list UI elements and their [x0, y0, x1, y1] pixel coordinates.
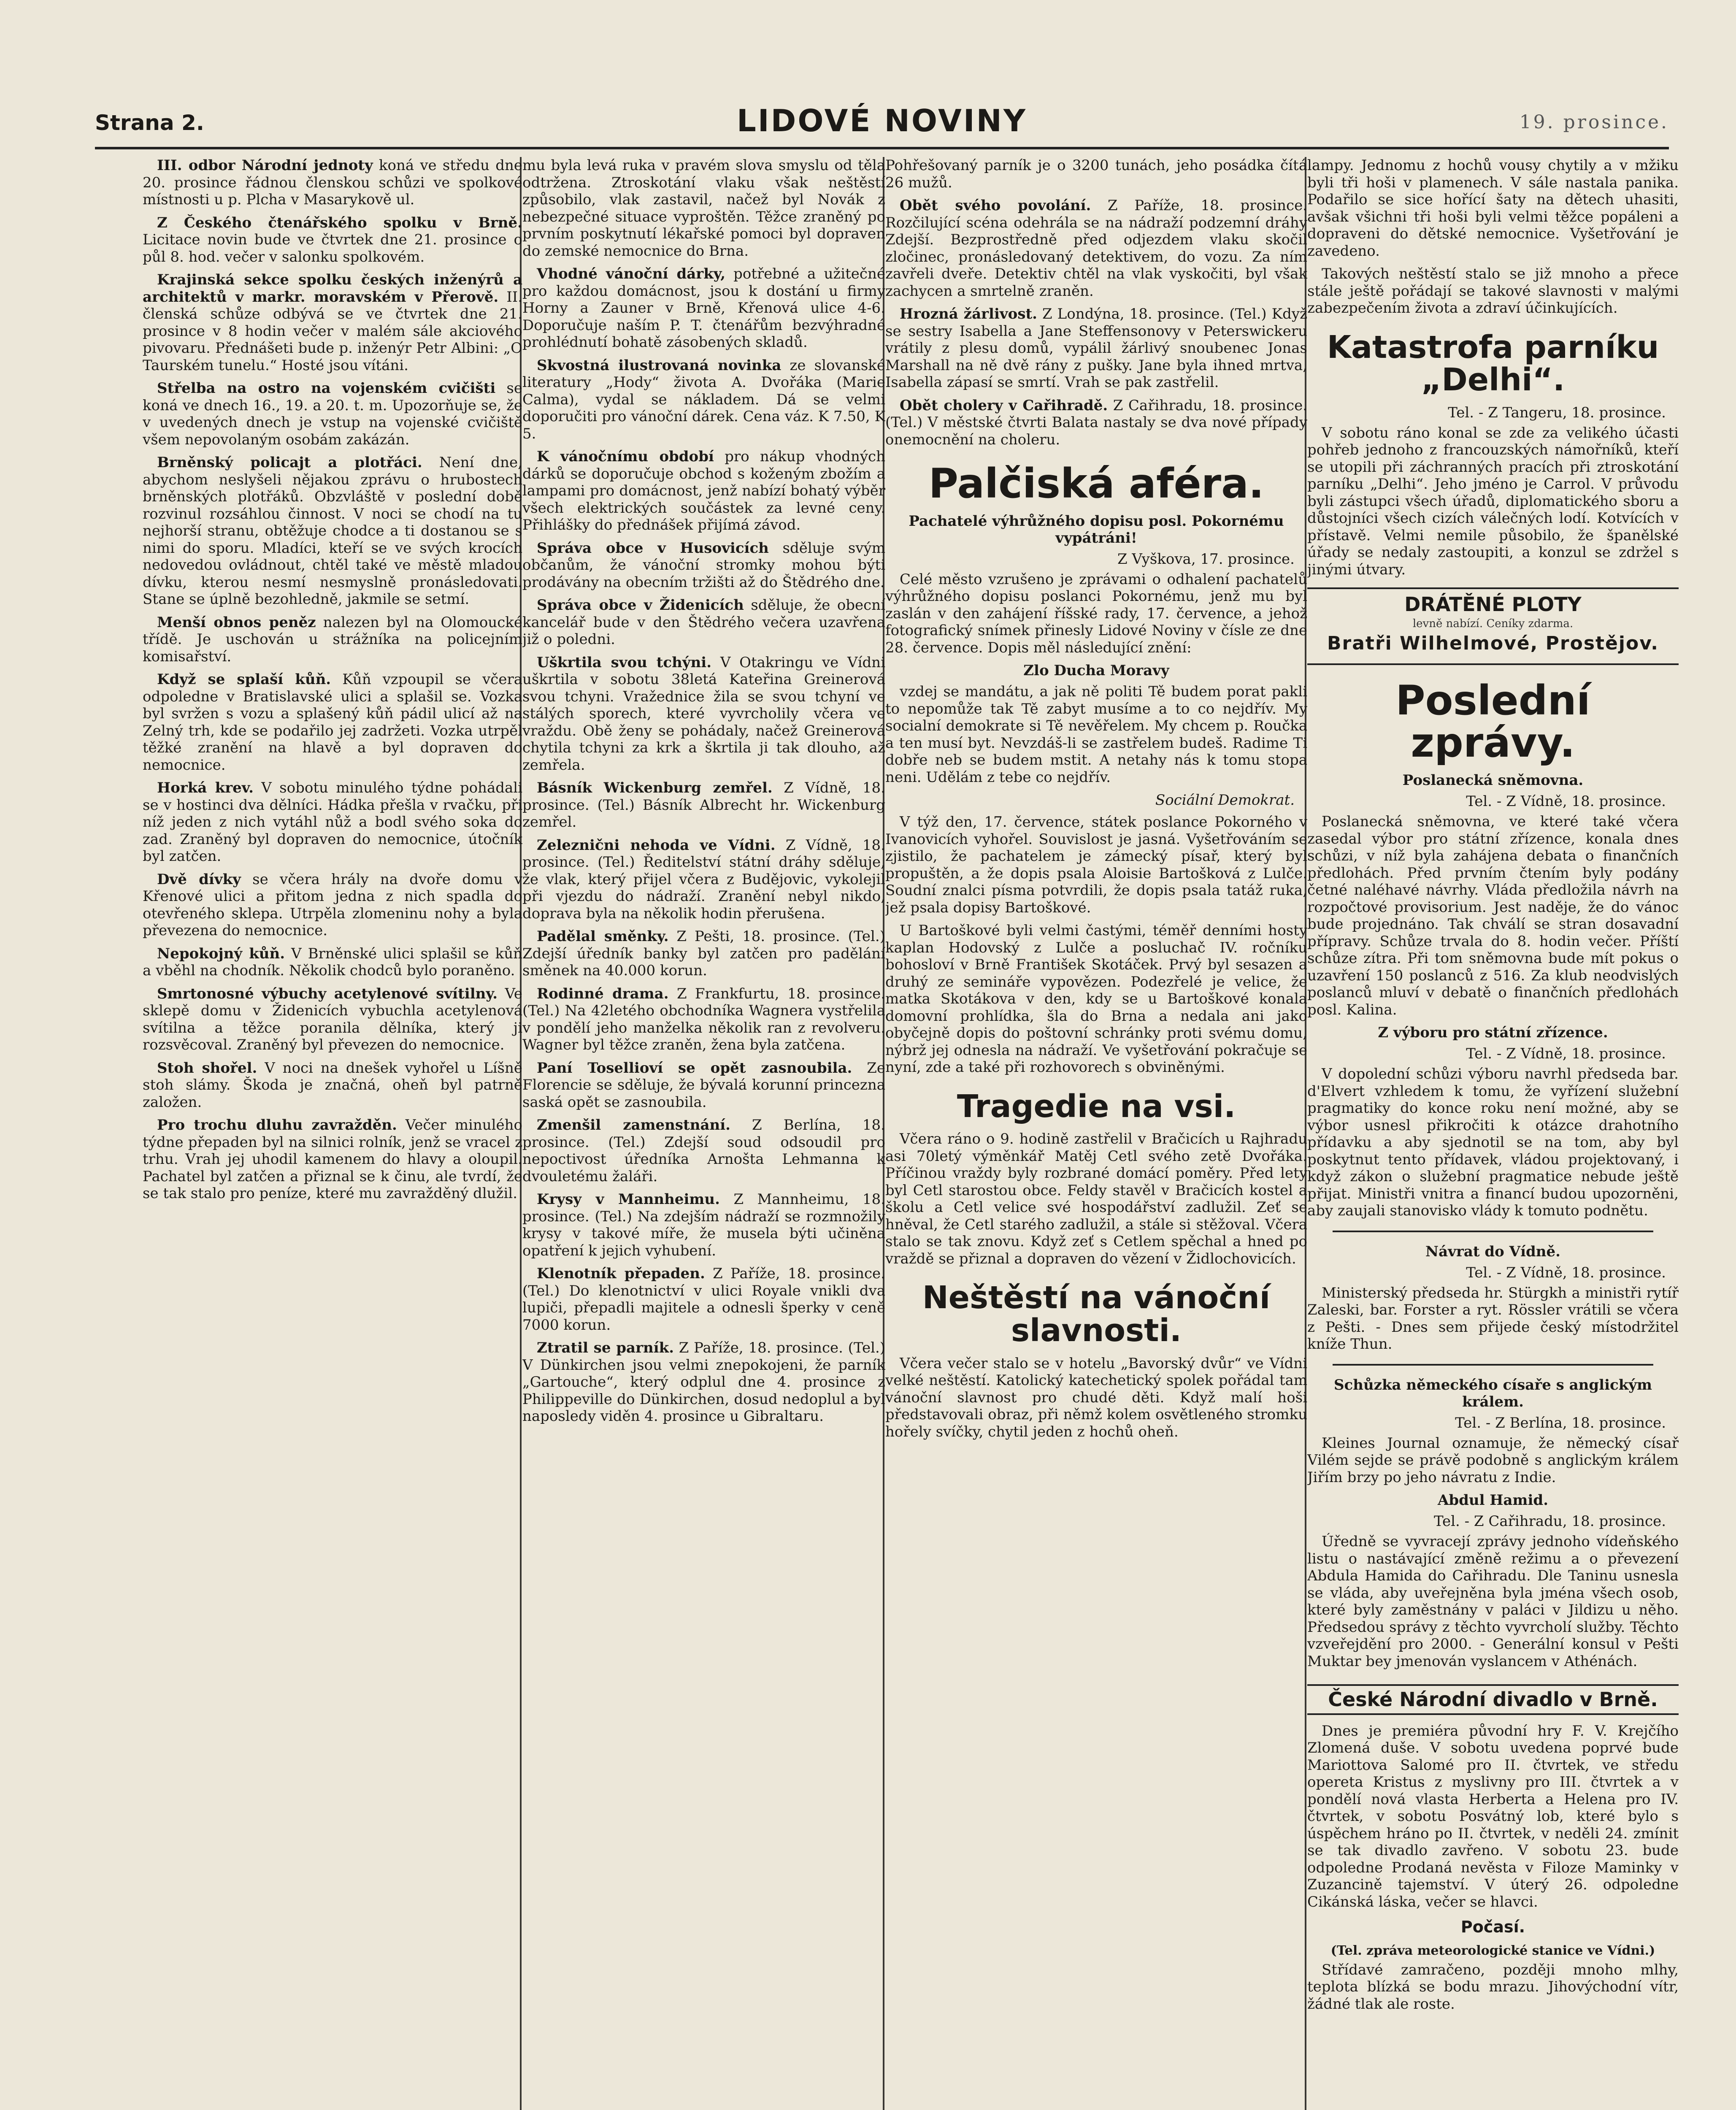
news-item [143, 271, 522, 374]
item-lead: Střelba na ostro na vojenském cvičišti [157, 380, 496, 397]
item-text: Z Berlína, 18. prosince. (Tel.) Zdejší soud odsoudil pro nepoctivost úředníka Arnošta Lehmanna k dvouletému žaláři. [522, 1117, 885, 1185]
ad-firm: Bratři Wilhelmové, Prostějov. [1327, 632, 1659, 654]
headline-palcice-affair: Palčiská aféra. [928, 460, 1264, 507]
article-text: Ministerský předseda hr. Stürgkh a ministři rytíř Zaleski, bar. Forster a ryt. Rössler vrátili se včera z Pešti. - Dnes sem přijede český místodržitel kníže Thun. [1307, 1284, 1679, 1353]
item-lead: Brněnský policajt a plotřáci. [157, 454, 422, 471]
item-lead: Hrozná žárlivost. [900, 306, 1038, 322]
article-text: U Bartoškové byli velmi častými, téměř denními hosty kaplan Hodovský z Lulče a posluchač IV. ročníku bohosloví v Brně František Skotáček. Prvý byl sesazen a druhý ze semináře vypovězen. Podezřelé je velice, že matka Skotákova v den, kdy se u Bartoškové konala domovní prohlídka, šla do Brna a nedala ani jako obyčejně dopis do poštovní schránky proti svému domu, nýbrž jej odnesla na nádraží. Ve vyšetřování pokračuje se nyní, zde a také při rozhovorech s obviněnými. [885, 922, 1307, 1076]
article-text: Včera večer stalo se v hotelu „Bavorský dvůr“ ve Vídni velké neštěstí. Katolický katechetický spolek pořádal tam vánoční slavnost pro chudé děti. Když malí hoši představovali obraz, při němž kolem osvětleného stromku hořely svíčky, chytil jeden z hochů oheň. [885, 1355, 1307, 1440]
news-item: mu byla levá ruka v pravém slova smyslu od těla odtržena. Ztroskotání vlaku však neštěstí způsobilo, vlak zastavil, načež byl Novák z nebezpečné situace vyproštěn. Těžce zraněný po prvním poskytnutí lékařské pomoci byl dopraven do zemské nemocnice do Brna. [522, 157, 885, 260]
news-item [143, 1060, 522, 1111]
article-text: Poslanecká sněmovna, ve které také včera zasedal výbor pro státní zřízence, konala dnes schůzi, v níž byla zahájena debata o finančních předlohách. Před prvním čtením byly podány četné naléhavé návrhy. Vláda předložila návrh na rozpočtové provisorium. Jest naděje, že do vánoc bude projednáno. Tak chválí se stran dosavadní přípravy. Schůze trvala do 8. hodin večer. Příští schůze zítra. Při tom sněmovna bude mít pokus o uzavření 150 poslanců z 516. Za klub neodvislých poslanců mluví v debatě o finančních předlohách posl. Kalina. [1307, 813, 1679, 1018]
headline-national-theatre: České Národní divadlo v Brně. [1307, 1684, 1679, 1715]
dateline: Tel. - Z Vídně, 18. prosince. [1466, 1045, 1666, 1063]
item-lead: Horká krev. [157, 779, 254, 796]
article-text: V dopolední schůzi výboru navrhl předseda bar. d'Elvert vzhledem k tomu, že vyřízení služební pragmatiky do konce roku není možné, aby se výbor usnesl přikročiti k otázce drahotního přídavku a aby sjednotil se na tom, aby byl poskytnut tento přídavek, vládou projektovaný, i když zákon o služební pragmatice nebude ještě přijat. Ministři vnitra a financí budou upozorněni, aby zaujali stanovisko vlády k tomuto podnětu. [1307, 1066, 1679, 1220]
headline-delhi-disaster: Katastrofa parníku „Delhi“. [1327, 329, 1659, 398]
item-text: Z Frankfurtu, 18. prosince. (Tel.) Na 42letého obchodníka Wagnera vystřelila v pondělí jeho manželka několik ran z revolveru. Wagner byl těžce zraněn, žena byla zatčena. [522, 985, 885, 1053]
letter-heading: Zlo Ducha Moravy [1023, 662, 1169, 679]
item-lead: Klenotník přepaden. [537, 1265, 705, 1282]
item-text: Večer minulého týdne přepaden byl na silnici rolník, jenž se vracel z trhu. Vrah jej uhodil kamenem do hlavy a oloupil. Pachatel byl zatčen a přiznal se k činu, ale tvrdí, že se tak stalo pro peníze, které mu zavražděný dlužil. [143, 1117, 522, 1202]
item-text: Z Paříže, 18. prosince. Rozčilující scéna odehrála se na nádraží podzemní dráhy Zdejší. Bezprostředně před odjezdem vlaku skočil zločinec, pronásledovaný detektivem, do vozu. Za ním zavřeli dveře. Detektiv chtěl na vlak vyskočiti, byl však zachycen a smrtelně zraněn. [885, 197, 1307, 300]
item-lead: Obět svého povolání. [900, 197, 1091, 214]
item-lead: Když se splaší kůň. [157, 671, 331, 688]
news-item [522, 654, 885, 774]
news-item [522, 837, 885, 922]
item-lead: Zmenšil zamenstnání. [537, 1117, 730, 1133]
item-lead: Smrtonosné výbuchy acetylenové svítilny. [157, 985, 498, 1002]
item-text: potřebné a užitečné pro každou domácnost, jsou k dostání u firmy Horny a Zauner v Brně, Křenová ulice 4-6. Doporučuje naším P. T. čtenářům bezvýhradné prohlédnutí bohatě zásobených skladů. [522, 265, 885, 351]
item-text: ze slovanské literatury „Hody“ života A. Dvořáka (Marie Calma), vydal se nákladem. Dá se velmi doporučiti pro vánoční dárek. Cena váz. K 7.50, K 5. [522, 357, 885, 442]
item-text: Z Vídně, 18. prosince. (Tel.) Básník Albrecht hr. Wickenburg zemřel. [522, 779, 885, 830]
item-lead: Krysy v Mannheimu. [537, 1191, 720, 1208]
dateline: Z Vyškova, 17. prosince. [1117, 550, 1295, 568]
article-text: Úředně se vyvracejí zprávy jednoho vídeňského listu o nastávající změně režimu a o převezení Abdula Hamida do Cařihradu. Dle Taninu usnesla se vláda, aby uveřejněna byla jména všech osob, které byly zaměstnány v paláci v Jildizu u něho. Předsedou správy z těchto vyvrcholí služby. Těchto vzveřejdění pro 2000. - Generální konsul v Pešti Muktar bey jmenován vyslancem v Athénách. [1307, 1533, 1679, 1670]
news-item [143, 157, 522, 208]
item-text: nalezen byl na Olomoucké třídě. Je uschován u strážníka na policejním komisařství. [143, 614, 522, 665]
headline-latest-news: Poslední zprávy. [1395, 676, 1590, 767]
news-item [143, 945, 522, 979]
item-text: Z Pešti, 18. prosince. (Tel.) Zdejší úředník banky byl zatčen pro padělání směnek na 40.000 korun. [522, 928, 885, 979]
news-item [143, 985, 522, 1054]
article-text: Celé město vzrušeno je zprávami o odhalení pachatelů výhrůžného dopisu poslanci Pokornému, jenž mu byl zaslán v den zahájení říšské rady, 17. července, a jehož fotografický snímek přinesly Lidové Noviny v čísle ze dne 28. července. Dopis měl následující znění: [885, 571, 1307, 656]
item-text: Z Londýna, 18. prosince. (Tel.) Když se sestry Isabella a Jane Steffensonovy v Peterswickeru vrátily z plesu domů, vypálil žárlivý snoubenec Jonas Marshall na ně dvě rány z pušky. Jane byla ihned mrtva, Isabella zápasí se smrtí. Vrah se pak zastřelil. [885, 306, 1307, 391]
news-item [522, 357, 885, 443]
item-text: V Brněnské ulici splašil se kůň a vběhl na chodník. Několik chodců bylo poraněno. [143, 945, 522, 979]
item-text: Z Cařihradu, 18. prosince. (Tel.) V městské čtvrti Balata nastaly se dva nové případy onemocnění na choleru. [885, 397, 1307, 448]
column-2 [522, 157, 885, 2110]
item-text: Z Vídně, 18. prosince. (Tel.) Ředitelství státní dráhy sděluje, že vlak, který přijel včera z Budějovic, vykolejil při vjezdu do nádraží. Zranění nebyl nikdo, doprava byla na několik hodin přerušena. [522, 836, 885, 922]
item-text: koná ve středu dne 20. prosince řádnou členskou schůzi ve spolkové místnosti u p. Plcha v Masarykově ul. [143, 157, 522, 208]
item-text: Z Mannheimu, 18. prosince. (Tel.) Na zdejším nádraží se rozmnožily krysy v takové míře, že musela býti učiněna opatření k jejich vyhubení. [522, 1191, 885, 1259]
headline-village-tragedy: Tragedie na vsi. [957, 1088, 1236, 1125]
item-lead: Krajinská sekce spolku českých inženýrů a architektů v markr. moravském v Přerově. [143, 271, 522, 306]
item-lead: Obět cholery v Cařihradě. [900, 397, 1108, 414]
news-item [143, 454, 522, 608]
item-text: Ze Florencie se sděluje, že bývalá korunní princezna saská opět se zasnoubila. [522, 1059, 885, 1111]
news-item [522, 1191, 885, 1259]
item-lead: Padělal směnky. [537, 928, 669, 945]
news-item [522, 448, 885, 534]
item-lead: Menší obnos peněz [157, 614, 316, 631]
news-item [885, 397, 1307, 449]
masthead [95, 100, 1669, 149]
news-item [143, 614, 522, 665]
item-text: sděluje svým občanům, že vánoční stromky mohou býti prodávány na obecním tržišti až do Štědrého dne. [522, 539, 885, 591]
item-lead: Pro trochu dluhu zavražděn. [157, 1117, 397, 1133]
subheading: Z výboru pro státní zřízence. [1378, 1024, 1608, 1041]
subheading: Návrat do Vídně. [1425, 1243, 1560, 1260]
article-text: Kleines Journal oznamuje, že německý císař Vilém sejde se právě podobně s anglickým králem Jiřím brzy po jeho návratu z Indie. [1307, 1434, 1679, 1486]
news-item: Takových neštěstí stalo se již mnoho a přece stále ještě pořádají se takové slavnosti v malými zabezpečením života a zdraví účinkujících. [1307, 265, 1679, 316]
news-item: lampy. Jednomu z hochů vousy chytily a v mžiku byli tři hoši v plamenech. V sále nastala panika. Podařilo se sice hořící šaty na dětech uhasiti, avšak všichni tři hoši byli velmi těžce popáleni a dopraveni do dětské nemocnice. Vyšetřování je zavedeno. [1307, 157, 1679, 260]
news-item: Pohřešovaný parník je o 3200 tunách, jeho posádka čítá 26 mužů. [885, 157, 1307, 191]
dateline: Tel. - Z Vídně, 18. prosince. [1466, 1264, 1666, 1281]
item-lead: K vánočnímu období [537, 448, 714, 465]
news-item [522, 928, 885, 979]
news-item [522, 540, 885, 591]
headline-weather: Počasí. [1460, 1918, 1525, 1937]
item-text: Licitace novin bude ve čtvrtek dne 21. prosince o půl 8. hod. večer v salonku spolkovém. [143, 231, 522, 265]
item-lead: Správa obce v Husovicích [537, 539, 769, 557]
news-item [143, 1117, 522, 1202]
letter-signature: Sociální Demokrat. [1155, 792, 1295, 809]
dateline: Tel. - Z Vídně, 18. prosince. [1466, 793, 1666, 810]
item-lead: Ztratil se parník. [537, 1339, 674, 1356]
item-lead: Dvě dívky [157, 871, 241, 888]
item-text: sděluje, že obecní kancelář bude v den Štědrého večera uzavřena již o poledni. [522, 597, 885, 648]
dateline: Tel. - Z Berlína, 18. prosince. [1455, 1414, 1666, 1431]
issue-date: 19. prosince. [1519, 111, 1669, 133]
dateline: Tel. - Z Cařihradu, 18. prosince. [1433, 1513, 1666, 1530]
item-text: Z Paříže, 18. prosince. (Tel.) V Dünkirchen jsou velmi znepokojeni, že parník „Gartouche“, který odplul dne 4. prosince z Philippeville do Dünkirchen, dosud nedoplul a byl naposledy viděn 4. prosince u Gibraltaru. [522, 1339, 885, 1425]
news-item [522, 265, 885, 351]
item-lead: Z Českého čtenářského spolku v Brně. [157, 214, 522, 231]
column-4 [1307, 157, 1679, 2110]
news-item [143, 779, 522, 865]
news-item [522, 985, 885, 1054]
page-number: Strana 2. [95, 111, 204, 135]
item-lead: Paní Tosellioví se opět zasnoubila. [537, 1059, 852, 1077]
ad-text: levně nabízí. Ceníky zdarma. [1412, 617, 1574, 630]
advertisement [1307, 587, 1679, 665]
item-lead: III. odbor Národní jednoty [157, 157, 373, 174]
item-text: Z Paříže, 18. prosince. (Tel.) Do klenotnictví v ulici Royale vnikli dva lupiči, přepadli majitele a odnesli šperky v ceně 7000 korun. [522, 1265, 885, 1334]
divider [1333, 1231, 1653, 1232]
news-item [885, 306, 1307, 391]
item-lead: Zeleznični nehoda ve Vídni. [537, 836, 776, 854]
item-text: se koná ve dnech 16., 19. a 20. t. m. Upozorňuje se, že v uvedených dnech je vstup na vojenské cvičiště všem nepovolaným osobám zakázán. [143, 380, 522, 448]
item-lead: Básník Wickenburg zemřel. [537, 779, 773, 796]
item-text: V Otakringu ve Vídni uškrtila v sobotu 38letá Kateřina Greinerová svou tchyni. Vražednice žila se svou tchyní ve stálých sporech, které vyvrcholily včera ve vraždu. Obě ženy se pohádaly, načež Greinerová chytila tchyni za krk a škrtila ji tak dlouho, až zemřela. [522, 654, 885, 774]
subheading: Schůzka německého císaře s anglickým králem. [1333, 1376, 1652, 1410]
item-lead: Vhodné vánoční dárky, [537, 265, 726, 282]
divider [1333, 1364, 1653, 1366]
ad-title: DRÁTĚNÉ PLOTY [1404, 593, 1582, 616]
item-lead: Správa obce v Židenicích [537, 597, 744, 614]
news-item [522, 1265, 885, 1334]
item-lead: Stoh shořel. [157, 1059, 257, 1077]
news-item [522, 1339, 885, 1425]
news-item [522, 1117, 885, 1185]
subheading: Poslanecká sněmovna. [1402, 772, 1584, 789]
item-lead: Rodinné drama. [537, 985, 669, 1002]
news-item [522, 1060, 885, 1111]
item-text: Ve sklepě domu v Židenicích vybuchla acetylenová svítilna a těžce poranila dělníka, který ji rozsvěcoval. Zraněný byl převezen do nemocnice. [143, 985, 522, 1053]
item-text: II. členská schůze odbývá se ve čtvrtek dne 21. prosince v 8 hodin večer v malém sále akciového pivovaru. Přednášeti bude p. inženýr Petr Albini: „O Taurském tunelu.“ Hosté jsou vítáni. [143, 288, 522, 374]
article-text: Včera ráno o 9. hodině zastřelil v Bračicích u Rajhradu asi 70letý výměnkář Matěj Cetl svého zetě Dvořáka. Příčinou vraždy byly rozbrané domácí poměry. Před lety byl Cetl starostou obce. Feldy stavěl v Bračicích kostel a školu a Cetl velice své hospodářství zadlužil. Zeť se hněval, že Cetl starého zadlužil, a stále si stěžoval. Včera stalo se tak znovu. Když zeť s Cetlem spěchal a hned po vraždě se přiznal a dopraven do vězení v Židlochovicích. [885, 1131, 1307, 1267]
item-text: V noci na dnešek vyhořel u Líšně stoh slámy. Škoda je značná, oheň byl patrně založen. [143, 1059, 522, 1111]
item-text: V sobotu minulého týdne pohádali se v hostinci dva dělníci. Hádka přešla v rvačku, při níž jeden z nich vytáhl nůž a bodl svého soka do zad. Zraněný byl dopraven do nemocnice, útočník byl zatčen. [143, 779, 522, 865]
news-item [522, 779, 885, 831]
headline-deck: Pachatelé výhrůžného dopisu posl. Pokornému vypátráni! [909, 512, 1284, 546]
news-item [143, 380, 522, 448]
news-item [143, 871, 522, 939]
letter-text: vzdej se mandátu, a jak ně politi Tě budem porat pakli to nepomůže tak Tě zabyt musíme a to co nejdřív. My socialní demokrate si Tě nevěřelem. My chcem p. Roučka a ten musí byt. Nevzdáš-li se zastřelem budeš. Radime Ti dobře neb se budem mstit. A netahy nás k tomu stopa neni. Udělám z tebe co nejdřív. [885, 683, 1307, 786]
weather-text: Střídavé zamračeno, později mnoho mlhy, teplota blízká se bodu mrazu. Jihovýchodní vítr, žádné tlak ale roste. [1307, 1961, 1679, 2013]
item-lead: Uškrtila svou tchýni. [537, 654, 712, 671]
news-item [143, 671, 522, 774]
item-text: Kůň vzpoupil se včera odpoledne v Bratislavské ulici a splašil se. Vozka byl svržen s vozu a splašený kůň pádil ulicí až na Zelný trh, kde se podařilo jej zadržeti. Vozka utrpěl těžké zranění na hlavě a byl dopraven do nemocnice. [143, 671, 522, 774]
headline-christmas-accident: Neštěstí na vánoční slavnosti. [922, 1280, 1271, 1349]
article-text: V týž den, 17. července, státek poslance Pokorného v Ivanovicích vyhořel. Souvislost je jasná. Vyšetřováním se zjistilo, že pachatelem je zámecký písař, který byl propuštěn, a že dopis psala Aloisie Bartošková z Lulče. Soudní znalci písma potvrdili, že dopis psala tatáž ruka, jež psala dopisy Bartoškové. [885, 814, 1307, 916]
dateline: Tel. - Z Tangeru, 18. prosince. [1448, 404, 1666, 421]
paper-title: LIDOVÉ NOVINY [736, 103, 1028, 138]
column-3 [885, 157, 1307, 2110]
subheading: Abdul Hamid. [1437, 1492, 1549, 1509]
article-text: V sobotu ráno konal se zde za velikého účasti pohřeb jednoho z francouzských námořníků, kteří se utopili při záchranných pracích při ztroskotání parníku „Delhi“. Jeho jméno je Carrol. V průvodu byli zástupci všech úřadů, diplomatického sboru a důstojníci všech cizích válečných lodí. Kotvících v přístavě. Velmi nemile působilo, že španělské úřady se nedaly zastoupiti, a konzul se zdržel s jinými útvary. [1307, 424, 1679, 578]
item-text: Není dne, abychom neslyšeli nějakou zprávu o hrubostech brněnských plotřáků. Obzvláště v poslední době rozvinul rozsáhlou činnost. V noci se chodí na tu nejhorší stranu, obtěžuje chodce a ti dostanou se s nimi do sporu. Mladíci, kteří se ve svých krocích nedovedou ovládnout, chtěl také ve městě mladou dívku, kterou nesmí nesmyslně pronásledovati. Stane se úplně bezohledně, jakmile se setmí. [143, 454, 522, 608]
item-text: se včera hrály na dvoře domu v Křenové ulici a přitom jedna z nich spadla do otevřeného sklepa. Utrpěla zlomeninu nohy a byla převezena do nemocnice. [143, 871, 522, 939]
news-item [885, 197, 1307, 300]
item-text: pro nákup vhodných dárků se doporučuje obchod s koženým zbožím a lampami pro domácnost, jenž nabízí bohatý výběr všech elektrických součástek za levné ceny. Přihlášky do přednášek přijímá závod. [522, 448, 885, 533]
news-item [522, 597, 885, 648]
news-item [143, 214, 522, 266]
article-text: Dnes je premiéra původní hry F. V. Krejčího Zlomená duše. V sobotu uvedena poprvé bude Mariottova Salomé pro II. čtvrtek, ve středu opereta Kristus z myslivny pro III. čtvrtek a v pondělí nová vlasta Herberta a Helena pro IV. čtvrtek, v sobotu Posvátný lob, které bylo s úspěchem hráno po II. čtvrtek, v neděli 24. zmínit se tak divadlo zavřeno. V sobotu 23. bude odpoledne Prodaná nevěsta v Filoze Maminky v Zuzancině tajemství. V úterý 26. odpoledne Cikánská láska, večer se hlavci. [1307, 1722, 1679, 1910]
item-lead: Skvostná ilustrovaná novinka [537, 357, 781, 374]
column-1 [143, 157, 522, 2110]
item-lead: Nepokojný kůň. [157, 945, 285, 962]
weather-source: (Tel. zpráva meteorologické stanice ve Vídni.) [1330, 1943, 1655, 1958]
